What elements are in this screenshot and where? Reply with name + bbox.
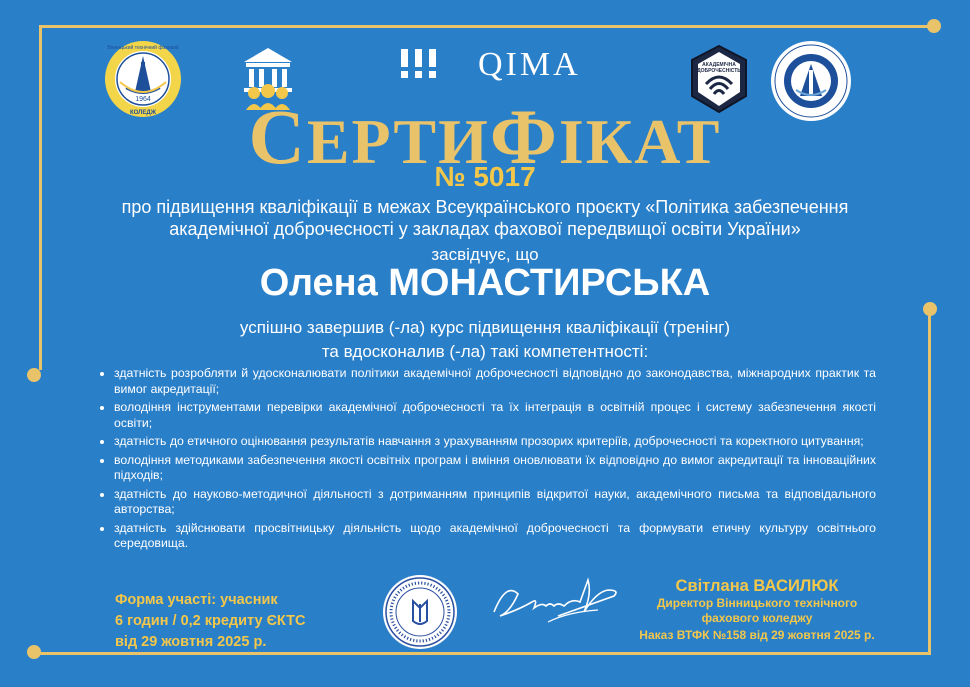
signer-role-line-2: фахового коледжу	[701, 611, 813, 625]
competency-item: • володіння методиками забезпечення якості освітніх програм і вміння оновлювати їх відповідно до вимог акредитації та інноваційних підходів;	[114, 453, 876, 484]
frame-top-line	[40, 25, 940, 28]
title-part-2: ІКАТ	[558, 106, 722, 177]
title-initial-letter: С	[248, 93, 307, 180]
participation-hours: 6 годин / 0,2 кредиту ЄКТС	[115, 613, 306, 629]
certificate-number: № 5017	[434, 161, 536, 192]
integrity-logo-line1: АКАДЕМІЧНА	[702, 62, 736, 68]
competency-item: • здатність до науково-методичної діяльності з дотриманням принципів відкритої науки, академічного письма та відповідального авторства;	[114, 487, 876, 518]
description-line-1: про підвищення кваліфікації в межах Всеукраїнського проєкту «Політика забезпечення	[121, 197, 849, 217]
competency-item: • володіння інструментами перевірки академічної доброчесності та їх інтеграція в освітній процес і систему забезпечення якості освіти;	[114, 400, 876, 431]
signature	[488, 572, 628, 632]
participation-form: Форма участі: учасник	[115, 592, 278, 608]
frame-dot-bottom-left	[27, 645, 41, 659]
official-stamp	[382, 574, 458, 650]
frame-dot-top-right	[927, 19, 941, 33]
participation-date: від 29 жовтня 2025 р.	[115, 634, 267, 650]
exclamation-triple-icon	[398, 47, 440, 79]
recipient-name: Олена МОНАСТИРСЬКА	[259, 262, 711, 304]
college-seal-year: 1964	[135, 96, 151, 103]
title-accent-letter: Ф	[489, 93, 559, 180]
college-seal-bottom-text: КОЛЕДЖ	[129, 110, 157, 116]
signer-order: Наказ ВТФК №158 від 29 жовтня 2025 р.	[639, 628, 875, 642]
completion-line-2: та вдосконалив (-ла) такі компетентності:	[321, 342, 649, 361]
signer-name: Світлана ВАСИЛЮК	[675, 577, 839, 595]
description-line-2: академічної доброчесності у закладах фахової передвищої освіти України»	[169, 219, 801, 239]
certificate-description	[40, 196, 930, 240]
competencies-list	[100, 366, 876, 555]
competency-item: • здатність розробляти й удосконалювати політики академічної доброчесності відповідно до законодавства, міжнародних практик та вимог акредитації;	[114, 366, 876, 397]
qima-logo: QIMA	[478, 46, 581, 83]
participation-info	[115, 590, 305, 653]
completion-text	[0, 316, 970, 364]
college-seal-top-text: Вінницький технічний фаховий	[107, 45, 179, 51]
title-part-1: ЕРТИ	[306, 106, 490, 177]
completion-line-1: успішно завершив (-ла) курс підвищення кваліфікації (тренінг)	[239, 318, 731, 337]
signer-block	[612, 576, 902, 644]
confirms-text: засвідчує, що	[431, 245, 539, 264]
competency-item: • здатність здійснювати просвітницьку діяльність щодо академічної доброчесності та формувати етичну культуру освітнього середовища.	[114, 521, 876, 552]
frame-dot-left	[27, 368, 41, 382]
signer-role-line-1: Директор Вінницького технічного	[656, 596, 858, 610]
competency-item: • здатність до етичного оцінювання результатів навчання з урахуванням прозорих критеріїв, доброчесності та коректного цитування;	[114, 434, 876, 450]
integrity-logo-line2: ДОБРОЧЕСНІСТЬ	[697, 68, 741, 74]
